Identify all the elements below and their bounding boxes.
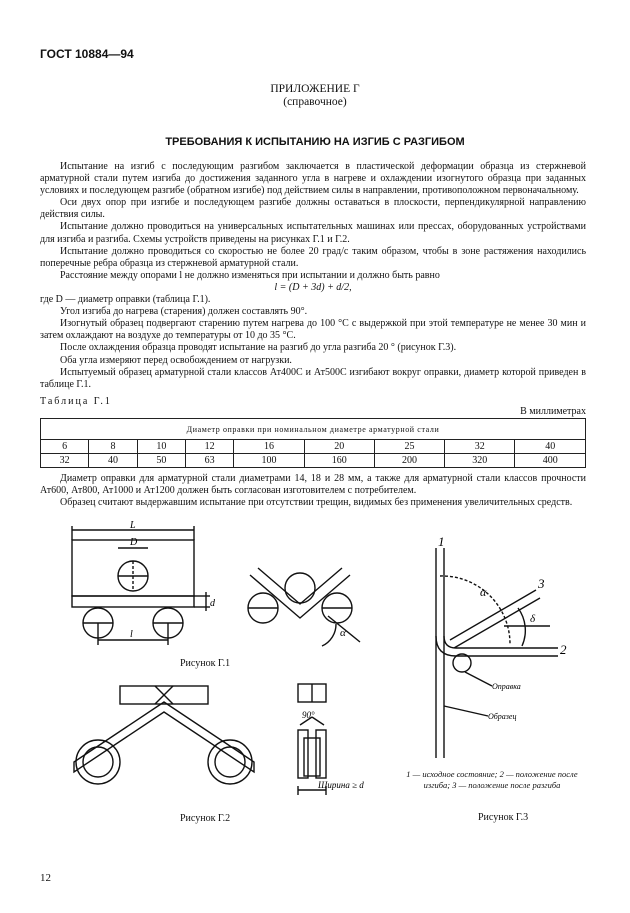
fig2-label-angle: 90° xyxy=(302,710,315,720)
fig1-label-alpha: α xyxy=(340,627,346,639)
table-row-rebar xyxy=(41,440,586,454)
paragraph: Испытание на изгиб с последующим разгибом заключается в пластической деформации образца из стержневой арматурной стали путем изгиба до достижения заданного угла в нагреве и охлаждении изогнутого образца при заданных условиях и последующем разгибе (обратном изгибе) под действием силы в направлении, противоположном первоначальному. xyxy=(40,161,586,197)
fig2-label-width: Ширина ≥ d xyxy=(318,780,364,790)
section-title: ТРЕБОВАНИЯ К ИСПЫТАНИЮ НА ИЗГИБ С РАЗГИБОМ xyxy=(165,136,465,148)
table-cell: 400 xyxy=(515,454,586,468)
formula: l = (D + 3d) + d/2, xyxy=(274,281,352,293)
table-units: В миллиметрах xyxy=(520,406,586,417)
fig1-label-l-upper: L xyxy=(130,520,136,531)
appendix-heading xyxy=(0,83,630,109)
appendix-kind: (справочное) xyxy=(283,96,347,108)
figure-g3-caption: Рисунок Г.3 xyxy=(478,812,529,823)
table-cell: 8 xyxy=(89,440,137,454)
paragraph: Оси двух опор при изгибе и последующем разгибе должны оставаться в плоскости, перпендикулярной направлению действия силы. xyxy=(40,197,586,221)
figure-g3-drawing xyxy=(420,536,590,766)
table-row-mandrel xyxy=(41,454,586,468)
fig1-label-l-span: l xyxy=(130,629,133,640)
paragraph: где D — диаметр оправки (таблица Г.1). xyxy=(40,294,211,306)
table-label: Таблица Г.1 xyxy=(40,396,112,407)
fig1-label-d-bar: d xyxy=(210,598,215,609)
table-cell: 25 xyxy=(374,440,444,454)
appendix-label: ПРИЛОЖЕНИЕ Г xyxy=(270,83,360,95)
table-cell: 40 xyxy=(515,440,586,454)
figure-g2-drawing xyxy=(60,680,380,810)
paragraph: Испытание должно проводиться со скоростью не более 20 град/с таким образом, чтобы в зоне растяжения находились поперечные ребра образца из стержневой арматурной стали. xyxy=(40,245,586,269)
paragraph: Испытуемый образец арматурной стали классов Ат400С и Ат500С изгибают вокруг оправки, диаметр которой приведен в таблице Г.1. xyxy=(40,366,586,390)
fig3-label-delta: δ xyxy=(530,613,536,625)
mandrel-diameter-table xyxy=(40,418,586,468)
paragraph: Образец считают выдержавшим испытание при отсутствии трещин, видимых без применения увеличительных средств. xyxy=(60,497,573,509)
table-cell: 160 xyxy=(304,454,374,468)
table-cell: 6 xyxy=(41,440,89,454)
fig3-label-2: 2 xyxy=(560,642,567,657)
fig3-label-mandrel: Оправка xyxy=(492,682,521,691)
paragraph: Расстояние между опорами l не должно изменяться при испытании и должно быть равно xyxy=(60,269,440,281)
table-cell: 32 xyxy=(445,440,515,454)
table-cell: 32 xyxy=(41,454,89,468)
fig3-label-alpha: α xyxy=(480,585,487,599)
fig3-label-specimen: Образец xyxy=(488,712,517,721)
paragraph: Диаметр оправки для арматурной стали диаметрами 14, 18 и 28 мм, а также для арматурной стали классов прочности Ат600, Ат800, Ат1000 и Ат1200 должен быть согласован изготовителем с потребителем. xyxy=(40,473,586,497)
fig3-label-3: 3 xyxy=(538,576,545,591)
table-cell: 16 xyxy=(234,440,304,454)
table-cell: 10 xyxy=(137,440,185,454)
figure-g1-drawing xyxy=(60,520,380,660)
page-number: 12 xyxy=(40,872,51,884)
paragraph: Испытание должно проводиться на универсальных испытательных машинах или прессах, оборудованных устройствами для изгиба и разгиба. Схемы устройств приведены на рисунках Г.1 и Г.2. xyxy=(40,221,586,245)
paragraph: После охлаждения образца проводят испытание на разгиб до угла разгиба 20 ° (рисунок Г.3). xyxy=(60,342,457,354)
table-cell: 40 xyxy=(89,454,137,468)
fig3-label-1: 1 xyxy=(438,536,445,549)
figure-g1-caption: Рисунок Г.1 xyxy=(180,658,231,669)
table-cell: 12 xyxy=(185,440,233,454)
table-header: Диаметр оправки при номинальном диаметре арматурной стали xyxy=(41,419,586,440)
table-cell: 63 xyxy=(185,454,233,468)
after-table-text xyxy=(40,473,586,509)
document-header: ГОСТ 10884—94 xyxy=(40,47,134,61)
table-cell: 50 xyxy=(137,454,185,468)
specimen-bar xyxy=(72,596,194,607)
table-cell: 200 xyxy=(374,454,444,468)
figure-g3-legend: 1 — исходное состояние; 2 — положение после изгиба; 3 — положение после разгиба xyxy=(406,769,578,790)
fig1-label-d-mandrel: D xyxy=(130,537,138,548)
figure-g2-caption: Рисунок Г.2 xyxy=(180,813,231,824)
body-text xyxy=(40,161,586,391)
paragraph: Изогнутый образец подвергают старению путем нагрева до 100 °С с выдержкой при этой температуре не менее 30 мин и затем охлаждают на воздухе до температуры от 10 до 35 °С. xyxy=(40,318,586,342)
table-cell: 20 xyxy=(304,440,374,454)
paragraph: Угол изгиба до нагрева (старения) должен составлять 90°. xyxy=(60,306,308,318)
table-cell: 100 xyxy=(234,454,304,468)
table-cell: 320 xyxy=(445,454,515,468)
paragraph: Оба угла измеряют перед освобождением от нагрузки. xyxy=(60,354,292,366)
